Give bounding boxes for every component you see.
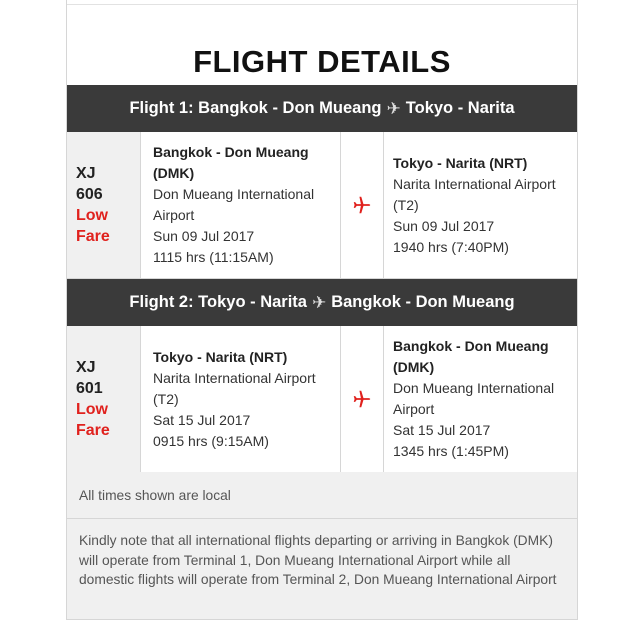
- flight-2-arrival-time: 1345 hrs (1:45PM): [393, 443, 509, 459]
- flight-2-number: 601: [76, 380, 103, 397]
- flight-2-departure: [153, 326, 339, 472]
- flight-2-arrival-date: Sat 15 Jul 2017: [393, 422, 491, 438]
- flight-1-header-origin: Flight 1: Bangkok - Don Mueang: [129, 99, 382, 117]
- flight-2-departure-time: 0915 hrs (9:15AM): [153, 432, 269, 449]
- flight-1-arrival-time: 1940 hrs (7:40PM): [393, 238, 509, 255]
- flight-1-departure-airport: Don Mueang International Airport: [153, 186, 315, 223]
- flight-2-fare-line-2: Fare: [76, 422, 110, 439]
- flight-2-code: [67, 326, 141, 472]
- flight-1-departure-date: Sun 09 Jul 2017: [153, 228, 255, 244]
- flight-1-arrival-airport: Narita International Airport (T2): [393, 175, 556, 213]
- flight-2-carrier: XJ: [76, 359, 96, 376]
- plane-icon: [351, 388, 373, 410]
- flight-2-arrival: [393, 326, 571, 472]
- flight-2-fare-line-1: Low: [76, 401, 108, 418]
- flight-1-fare-line-2: Fare: [76, 228, 110, 245]
- flight-1-arrival-station: Tokyo - Narita (NRT): [393, 154, 528, 171]
- flight-2-header-destination: Bangkok - Don Mueang: [331, 293, 515, 311]
- flight-2-departure-station: Tokyo - Narita (NRT): [153, 348, 288, 365]
- flight-1-code: [67, 132, 141, 278]
- top-divider: [67, 0, 577, 5]
- flight-1-departure-station: Bangkok - Don Mueang (DMK): [153, 144, 309, 181]
- plane-icon: [351, 194, 373, 216]
- flight-2-departure-date: Sat 15 Jul 2017: [153, 411, 251, 428]
- flight-1-departure-time: 1115 hrs (11:15AM): [153, 249, 274, 265]
- flight-1-fare-line-1: Low: [76, 207, 108, 224]
- flight-2-header-origin: Flight 2: Tokyo - Narita: [129, 293, 307, 311]
- flight-1-carrier: XJ: [76, 165, 96, 182]
- flight-1-arrow: [340, 132, 384, 278]
- flight-2-departure-airport: Narita International Airport (T2): [153, 369, 316, 407]
- flight-1-number: 606: [76, 186, 103, 203]
- flight-2-arrival-station: Bangkok - Don Mueang (DMK): [393, 338, 549, 375]
- flight-2-arrow: [340, 326, 384, 472]
- flight-1-departure: [153, 132, 339, 278]
- flight-2-header: [67, 279, 577, 326]
- flight-1-details: [67, 132, 577, 279]
- flight-1-arrival: [393, 132, 571, 278]
- flight-1-header-destination: Tokyo - Narita: [405, 99, 515, 117]
- terminal-note: Kindly note that all international flights departing or arriving in Bangkok (DMK) will operate from Terminal 1, Don Mueang International Airport while all domestic flights will operate from Terminal 2, Don Mueang International Airport: [67, 519, 577, 620]
- plane-icon: ✈: [386, 98, 401, 118]
- page-title: FLIGHT DETAILS: [193, 44, 451, 79]
- flight-2-details: [67, 326, 577, 473]
- flight-1-arrival-date: Sun 09 Jul 2017: [393, 217, 495, 234]
- plane-icon: ✈: [311, 292, 327, 312]
- flight-2-arrival-airport: Don Mueang International Airport: [393, 380, 555, 417]
- flight-1-header: [67, 85, 577, 132]
- flight-details-card: [66, 0, 578, 620]
- local-times-note: All times shown are local: [67, 472, 577, 519]
